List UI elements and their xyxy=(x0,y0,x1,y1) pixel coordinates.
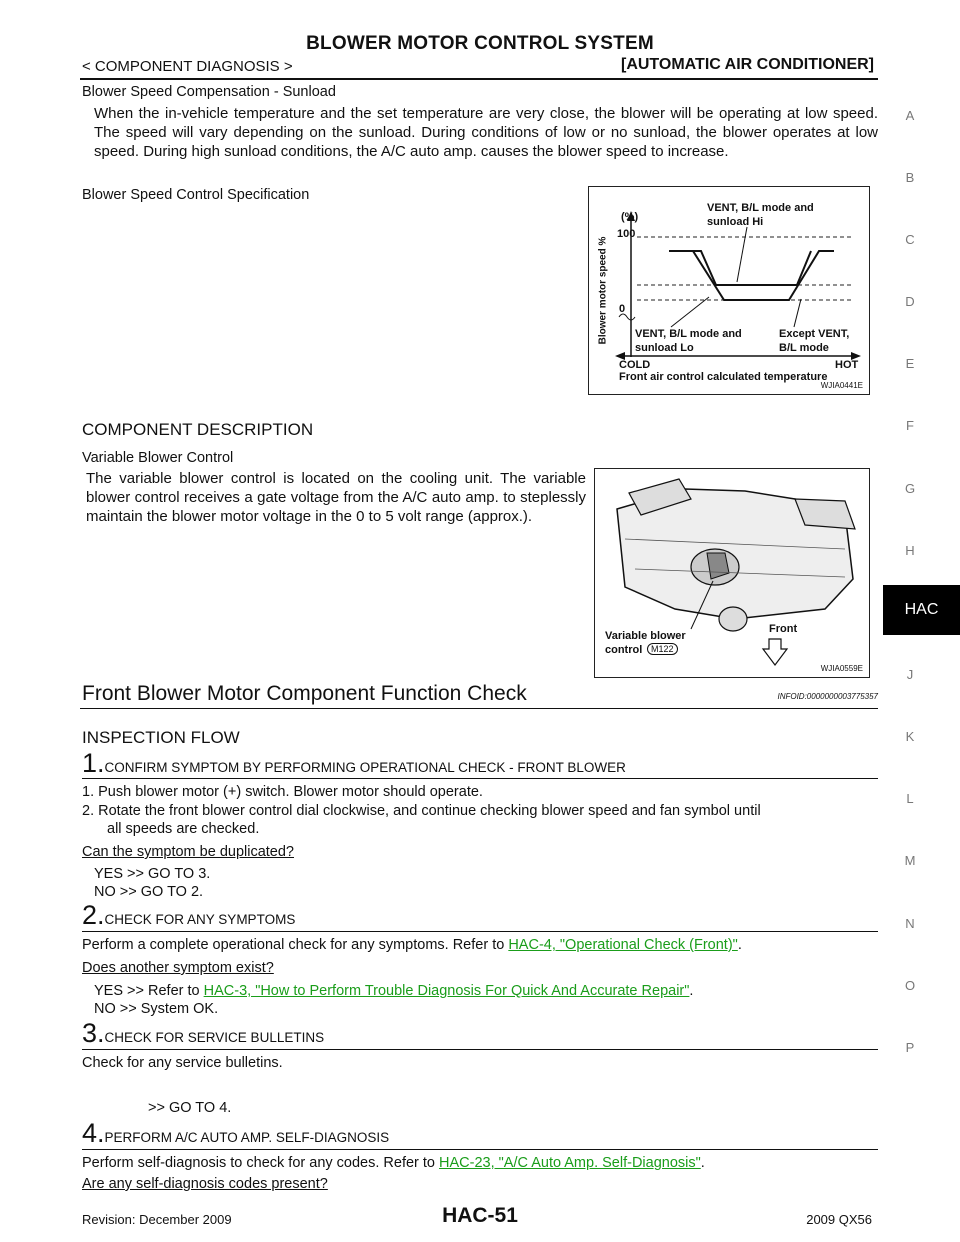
side-index-e[interactable]: E xyxy=(905,356,915,371)
pointer-lo xyxy=(671,297,709,327)
step-2-yes-line xyxy=(94,983,693,999)
header-rule xyxy=(80,78,878,80)
breadcrumb: < COMPONENT DIAGNOSIS > xyxy=(82,58,293,75)
y-unit: (%) xyxy=(621,211,639,223)
side-index-o[interactable]: O xyxy=(904,978,916,993)
step-2-yes-end: . xyxy=(689,983,694,999)
label-front: Front xyxy=(769,623,798,635)
x-axis-label: Front air control calculated temperature xyxy=(619,371,828,383)
infoid: INFOID:0000000003775357 xyxy=(777,692,878,701)
step-2-link[interactable]: HAC-4, "Operational Check (Front)" xyxy=(508,937,738,953)
step-3-goto: >> GO TO 4. xyxy=(148,1100,232,1116)
side-index-a[interactable]: A xyxy=(905,108,915,123)
step-1-no: NO >> GO TO 2. xyxy=(94,884,204,900)
step-4-heading xyxy=(82,1118,389,1149)
front-arrow-icon xyxy=(763,639,787,665)
inspection-flow-heading: INSPECTION FLOW xyxy=(82,728,240,747)
y-tick-100: 100 xyxy=(617,228,636,240)
step-3-title: CHECK FOR SERVICE BULLETINS xyxy=(104,1030,325,1045)
side-index-b[interactable]: B xyxy=(905,170,915,185)
label-sunload-lo: VENT, B/L mode and sunload Lo xyxy=(635,328,742,354)
side-index-d[interactable]: D xyxy=(905,294,915,309)
footer-revision: Revision: December 2009 xyxy=(82,1212,232,1227)
step-3-text: Check for any service bulletins. xyxy=(82,1055,283,1071)
pointer-except xyxy=(794,299,801,327)
side-index-p[interactable]: P xyxy=(905,1040,915,1055)
step-2-title: CHECK FOR ANY SYMPTOMS xyxy=(104,912,296,927)
side-index-j[interactable]: J xyxy=(906,667,914,682)
step-1-heading xyxy=(82,748,626,779)
side-index-n[interactable]: N xyxy=(905,916,915,931)
y-axis-label-wrap xyxy=(595,229,611,359)
step-1-item-1: 1. Push blower motor (+) switch. Blower motor should operate. xyxy=(82,784,483,800)
section-label: [AUTOMATIC AIR CONDITIONER] xyxy=(620,56,874,73)
footer-page-number: HAC-51 xyxy=(442,1204,518,1227)
step-4-number: 4. xyxy=(82,1118,105,1148)
sunload-paragraph: When the in-vehicle temperature and the set temperature are very close, the blower will be operating at low speed. The speed will vary depending on the sunload. During conditions of low or no sunload, the blower operates at low speed. During high sunload conditions, the A/C auto amp. causes the blower speed to increase. xyxy=(94,105,878,160)
step-4-text-line xyxy=(82,1155,705,1171)
step-2-yes-link[interactable]: HAC-3, "How to Perform Trouble Diagnosis For Quick And Accurate Repair" xyxy=(203,983,690,999)
side-index-c[interactable]: C xyxy=(905,232,915,247)
step-4-title: PERFORM A/C AUTO AMP. SELF-DIAGNOSIS xyxy=(104,1130,390,1145)
pointer-hi xyxy=(737,227,747,282)
step-3-rule xyxy=(82,1049,878,1050)
function-check-rule xyxy=(80,708,878,709)
figure1-id: WJIA0441E xyxy=(820,381,863,390)
step-2-heading xyxy=(82,900,295,931)
label-sunload-hi: VENT, B/L mode and sunload Hi xyxy=(707,202,814,228)
step-2-end: . xyxy=(737,937,742,953)
step-2-yes: YES >> Refer to xyxy=(94,983,204,999)
label-except-vent: Except VENT, B/L mode xyxy=(779,328,850,354)
step-1-title: CONFIRM SYMPTOM BY PERFORMING OPERATIONAL CHECK - FRONT BLOWER xyxy=(104,760,626,775)
side-index-f[interactable]: F xyxy=(906,418,914,433)
label-hot: HOT xyxy=(835,359,859,371)
component-description-heading: COMPONENT DESCRIPTION xyxy=(82,420,314,439)
step-4-text: Perform self-diagnosis to check for any codes. Refer to xyxy=(82,1155,440,1171)
step-1-number: 1. xyxy=(82,748,105,778)
vbc-heading: Variable Blower Control xyxy=(82,450,234,466)
page-title: BLOWER MOTOR CONTROL SYSTEM xyxy=(306,33,654,54)
step-2-rule xyxy=(82,931,878,932)
spec-heading: Blower Speed Control Specification xyxy=(82,187,310,203)
step-4-question: Are any self-diagnosis codes present? xyxy=(82,1176,328,1192)
step-1-rule xyxy=(82,778,878,779)
label-variable-blower-control: Variable blower control xyxy=(605,630,686,656)
step-2-text: Perform a complete operational check for any symptoms. Refer to xyxy=(82,937,509,953)
vbc-paragraph: The variable blower control is located on the cooling unit. The variable blower control receives a gate voltage from the A/C auto amp. to steplessly maintain the blower motor voltage in the 0 to 5 volt range (approx.). xyxy=(86,470,586,525)
step-2-no: NO >> System OK. xyxy=(94,1001,219,1017)
blower-motor xyxy=(719,607,747,631)
footer-model: 2009 QX56 xyxy=(806,1212,872,1227)
step-1-item-2-cont: all speeds are checked. xyxy=(107,821,260,837)
step-2-text-line xyxy=(82,937,742,953)
y-tick-0: 0 xyxy=(619,303,626,315)
side-index-m[interactable]: M xyxy=(904,853,916,868)
side-index-g[interactable]: G xyxy=(904,481,916,496)
blower-speed-figure xyxy=(588,186,870,395)
step-1-item-2: 2. Rotate the front blower control dial clockwise, and continue checking blower speed and fan symbol until xyxy=(82,803,761,819)
step-3-number: 3. xyxy=(82,1018,105,1048)
figure2-id: WJIA0559E xyxy=(820,664,863,673)
step-4-link[interactable]: HAC-23, "A/C Auto Amp. Self-Diagnosis" xyxy=(439,1155,701,1171)
step-2-question: Does another symptom exist? xyxy=(82,960,274,976)
label-cold: COLD xyxy=(619,359,651,371)
step-4-rule xyxy=(82,1149,878,1150)
cooling-unit-figure xyxy=(594,468,870,678)
step-4-end: . xyxy=(700,1155,705,1171)
side-index-h[interactable]: H xyxy=(905,543,915,558)
connector-badge: M122 xyxy=(647,643,678,655)
sunload-heading: Blower Speed Compensation - Sunload xyxy=(82,84,336,100)
function-check-heading: Front Blower Motor Component Function Check xyxy=(82,682,527,705)
curve-sunload-lo xyxy=(669,251,834,300)
y-axis-label: Blower motor speed % xyxy=(597,236,609,345)
side-index-k[interactable]: K xyxy=(905,729,915,744)
side-index-l[interactable]: L xyxy=(906,791,914,806)
step-3-heading xyxy=(82,1018,324,1049)
side-tab-hac[interactable]: HAC xyxy=(883,585,960,635)
step-1-yes: YES >> GO TO 3. xyxy=(94,866,211,882)
step-2-number: 2. xyxy=(82,900,105,930)
step-1-question: Can the symptom be duplicated? xyxy=(82,844,294,860)
